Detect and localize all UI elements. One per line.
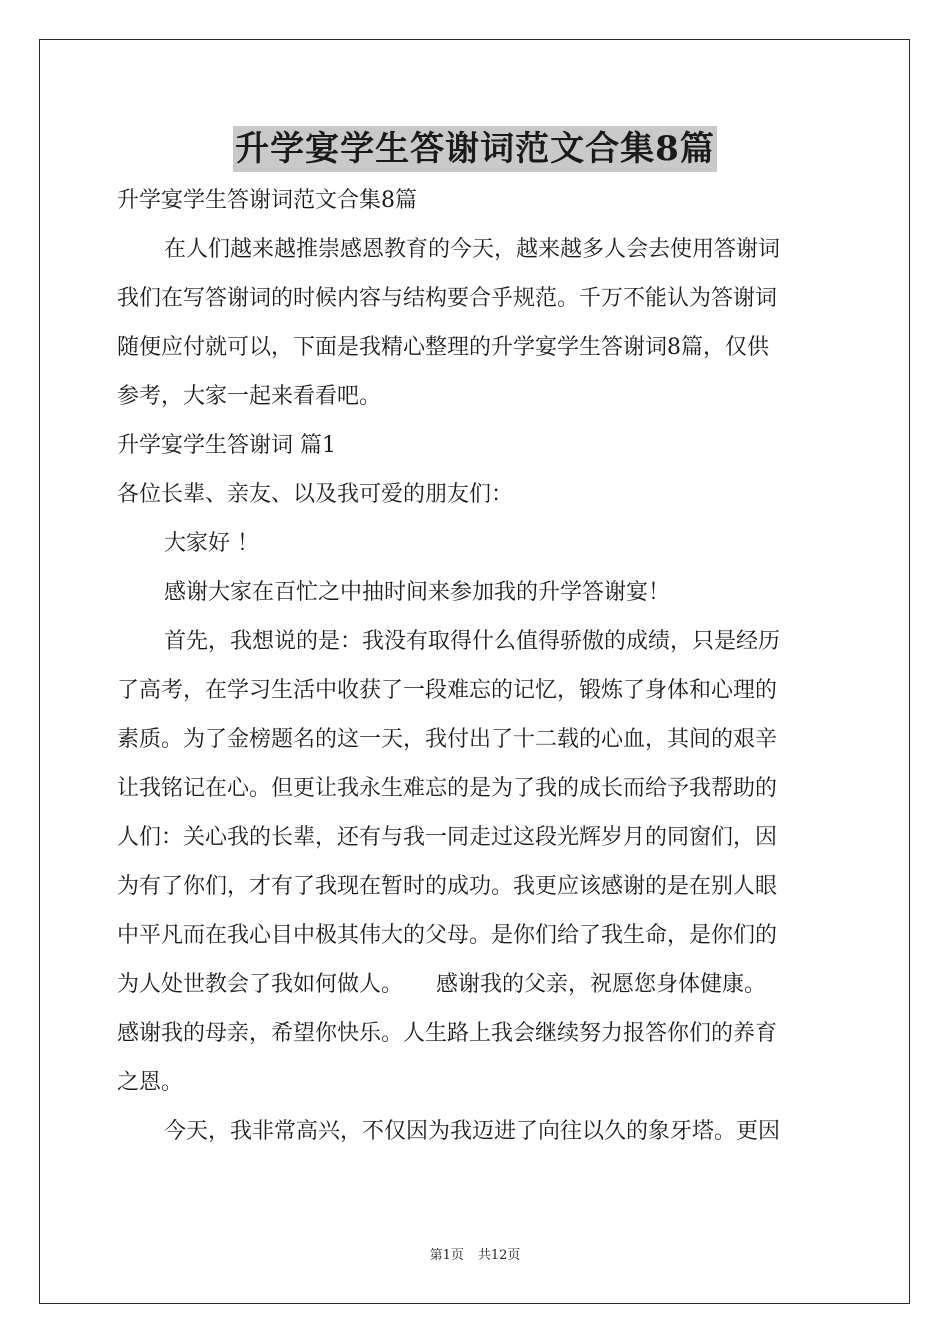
- text-line: 为有了你们，才有了我现在暂时的成功。我更应该感谢的是在别人眼: [117, 874, 778, 899]
- text-line: 中平凡而在我心目中极其伟大的父母。是你们给了我生命，是你们的: [117, 923, 778, 948]
- text-line: 随便应付就可以，下面是我精心整理的升学宴学生答谢词8篇，仅供: [117, 335, 769, 360]
- text-line: 升学宴学生答谢词 篇1: [117, 433, 336, 458]
- text-line: 各位长辈、亲友、以及我可爱的朋友们：: [117, 482, 514, 507]
- text-line: 升学宴学生答谢词范文合集8篇: [117, 188, 417, 213]
- text-line: 感谢我的母亲，希望你快乐。人生路上我会继续努力报答你们的养育: [117, 1021, 778, 1046]
- text-line: 我们在写答谢词的时候内容与结构要合乎规范。千万不能认为答谢词: [117, 286, 778, 311]
- text-line: 了高考，在学习生活中收获了一段难忘的记忆，锻炼了身体和心理的: [117, 678, 778, 703]
- text-line: 之恩。: [117, 1070, 184, 1095]
- text-line: 人们：关心我的长辈，还有与我一同走过这段光辉岁月的同窗们，因: [117, 825, 778, 850]
- page-total: 共12页: [477, 1248, 521, 1263]
- text-line: 让我铭记在心。但更让我永生难忘的是为了我的成长而给予我帮助的: [117, 776, 778, 801]
- text-line: 大家好 ！: [164, 531, 259, 556]
- text-line: 首先，我想说的是：我没有取得什么值得骄傲的成绩，只是经历: [164, 629, 781, 654]
- text-line: 在人们越来越推崇感恩教育的今天，越来越多人会去使用答谢词: [164, 237, 781, 262]
- document-body: [117, 176, 833, 1156]
- text-line: 今天，我非常高兴，不仅因为我迈进了向往以久的象牙塔。更因: [164, 1119, 781, 1144]
- page-number: 第1页: [429, 1248, 464, 1263]
- page-footer: [0, 1247, 950, 1265]
- text-line: 素质。为了金榜题名的这一天，我付出了十二载的心血，其间的艰辛: [117, 727, 778, 752]
- document-title: 升学宴学生答谢词范文合集8篇: [233, 126, 717, 172]
- text-line: 感谢大家在百忙之中抽时间来参加我的升学答谢宴！: [164, 580, 671, 605]
- text-line: 参考，大家一起来看看吧。: [117, 384, 382, 409]
- title-container: [0, 126, 950, 172]
- text-line: 为人处世教会了我如何做人。 感谢我的父亲，祝愿您身体健康。: [117, 972, 767, 997]
